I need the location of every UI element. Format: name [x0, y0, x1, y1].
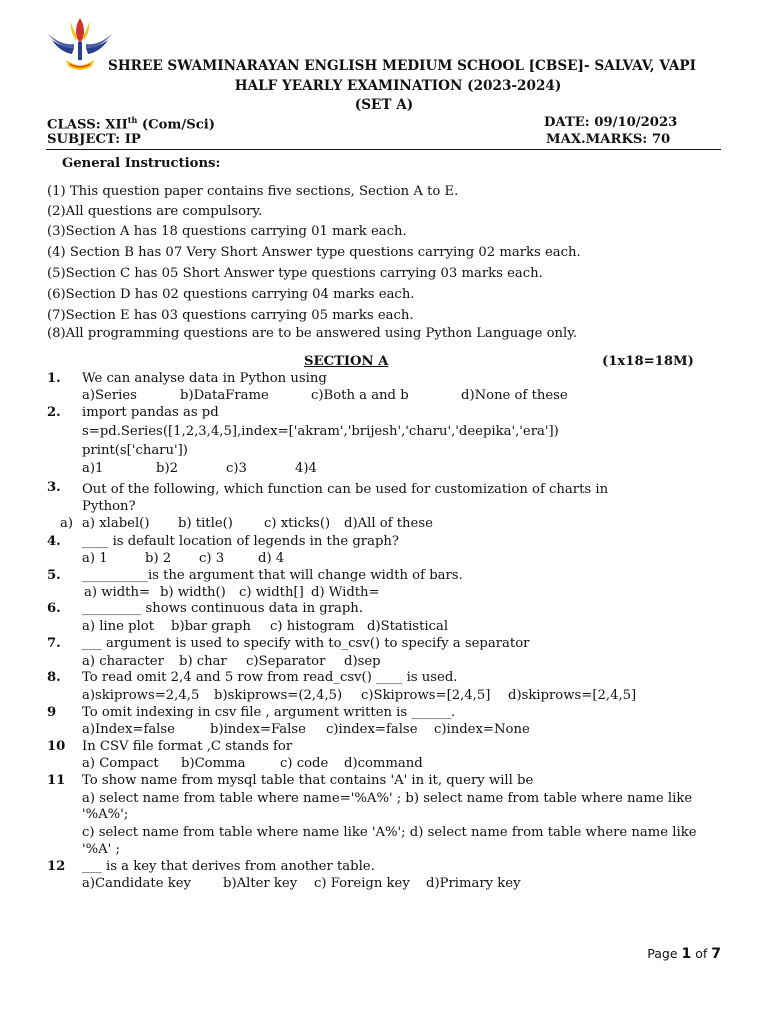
option: b)skiprows=(2,4,5)	[214, 688, 343, 703]
code-line: s=pd.Series([1,2,3,4,5],index=['akram','brijesh','charu','deepika','era'])	[82, 424, 559, 439]
question-text: To read omit 2,4 and 5 row from read_csv() ____ is used.	[82, 670, 458, 685]
option: a)1	[82, 461, 104, 476]
set-label: (SET A)	[354, 97, 414, 113]
question-text: In CSV file format ,C stands for	[82, 739, 293, 754]
question-text: To show name from mysql table that contains 'A' in it, query will be	[82, 773, 534, 788]
section-title: SECTION A	[304, 354, 389, 369]
option: b)2	[156, 461, 178, 476]
exam-title: HALF YEARLY EXAMINATION (2023-2024)	[234, 78, 562, 94]
option: c)3	[226, 461, 247, 476]
option: b)bar graph	[171, 619, 251, 634]
question-number: 12	[47, 859, 66, 874]
instruction-item: (1) This question paper contains five sections, Section A to E.	[47, 184, 459, 199]
option: d)None of these	[461, 388, 568, 403]
class-info: CLASS: XIIth (Com/Sci)	[47, 115, 216, 133]
question-text-cont: Python?	[82, 499, 136, 514]
instruction-item: (3)Section A has 18 questions carrying 01 mark each.	[47, 224, 407, 239]
option-prefix: a)	[60, 516, 74, 531]
instruction-item: (6)Section D has 02 questions carrying 04 marks each.	[47, 287, 415, 302]
option: b)DataFrame	[180, 388, 269, 403]
question-text: ___ is a key that derives from another table.	[82, 859, 375, 874]
option: b) 2	[145, 551, 172, 566]
option: c) width[]	[239, 585, 304, 600]
question-number: 1.	[47, 371, 61, 386]
option: c) 3	[199, 551, 225, 566]
question-number: 2.	[47, 405, 61, 420]
question-number: 7.	[47, 636, 61, 651]
option: a) character	[82, 654, 164, 669]
option: d)sep	[344, 654, 381, 669]
option: a)Candidate key	[82, 876, 191, 891]
option-line: '%A' ;	[82, 842, 120, 857]
question-text: _________ shows continuous data in graph.	[82, 601, 363, 616]
option: c)index=None	[434, 722, 530, 737]
option: d)skiprows=[2,4,5]	[508, 688, 637, 703]
header-divider	[46, 149, 721, 150]
question-text: ____ is default location of legends in the graph?	[82, 534, 399, 549]
instruction-item: (8)All programming questions are to be answered using Python Language only.	[47, 326, 578, 341]
option: d)All of these	[344, 516, 433, 531]
option: c)Skiprows=[2,4,5]	[361, 688, 491, 703]
school-name: SHREE SWAMINARAYAN ENGLISH MEDIUM SCHOOL [CBSE]- SALVAV, VAPI	[108, 58, 696, 74]
option: a) line plot	[82, 619, 155, 634]
instruction-item: (2)All questions are compulsory.	[47, 204, 263, 219]
question-text: import pandas as pd	[82, 405, 219, 420]
option: b)Comma	[181, 756, 246, 771]
option: c) code	[280, 756, 329, 771]
max-marks: MAX.MARKS: 70	[546, 132, 671, 147]
option: c)index=false	[326, 722, 418, 737]
instructions-title: General Instructions:	[62, 156, 221, 171]
instruction-item: (4) Section B has 07 Very Short Answer type questions carrying 02 marks each.	[47, 245, 581, 260]
option: b) width()	[160, 585, 226, 600]
question-number: 9	[47, 705, 57, 720]
option: b)Alter key	[223, 876, 298, 891]
option: 4)4	[295, 461, 317, 476]
option: b)index=False	[210, 722, 306, 737]
option: d) 4	[258, 551, 285, 566]
option: c) histogram	[270, 619, 355, 634]
option: c) xticks()	[264, 516, 331, 531]
option-line: a) select name from table where name='%A%' ; b) select name from table where name like	[82, 791, 693, 806]
option: a) 1	[82, 551, 108, 566]
option: b) title()	[178, 516, 233, 531]
question-text: __________is the argument that will change width of bars.	[82, 568, 463, 583]
exam-date: DATE: 09/10/2023	[544, 115, 678, 130]
question-text: To omit indexing in csv file , argument written is ______.	[82, 705, 456, 720]
option-line: '%A%';	[82, 807, 129, 822]
option: a)Index=false	[82, 722, 175, 737]
option: c)Separator	[246, 654, 326, 669]
page-number: Page 1 of 7	[647, 946, 721, 962]
question-number: 6.	[47, 601, 61, 616]
question-number: 11	[47, 773, 66, 788]
option: d)Statistical	[367, 619, 449, 634]
question-number: 8.	[47, 670, 61, 685]
code-line: print(s['charu'])	[82, 443, 188, 458]
question-number: 5.	[47, 568, 61, 583]
option: d)command	[344, 756, 423, 771]
option: b) char	[179, 654, 227, 669]
option: d) Width=	[311, 585, 380, 600]
subject-info: SUBJECT: IP	[47, 132, 141, 147]
question-number: 10	[47, 739, 66, 754]
question-number: 3.	[47, 480, 61, 495]
option: a)skiprows=2,4,5	[82, 688, 200, 703]
instruction-item: (7)Section E has 03 questions carrying 05 marks each.	[47, 308, 414, 323]
instruction-item: (5)Section C has 05 Short Answer type questions carrying 03 marks each.	[47, 266, 543, 281]
option: c)Both a and b	[311, 388, 409, 403]
option: a) xlabel()	[82, 516, 150, 531]
option: a) Compact	[82, 756, 159, 771]
option: d)Primary key	[426, 876, 521, 891]
question-text: We can analyse data in Python using	[82, 371, 327, 386]
option-line: c) select name from table where name like 'A%'; d) select name from table where name like	[82, 825, 697, 840]
section-marks: (1x18=18M)	[602, 354, 694, 369]
option: a)Series	[82, 388, 137, 403]
question-number: 4.	[47, 534, 61, 549]
question-text: Out of the following, which function can be used for customization of charts in	[82, 482, 609, 497]
question-text: ___ argument is used to specify with to_csv() to specify a separator	[82, 636, 530, 651]
option: c) Foreign key	[314, 876, 410, 891]
option: a) width=	[84, 585, 150, 600]
